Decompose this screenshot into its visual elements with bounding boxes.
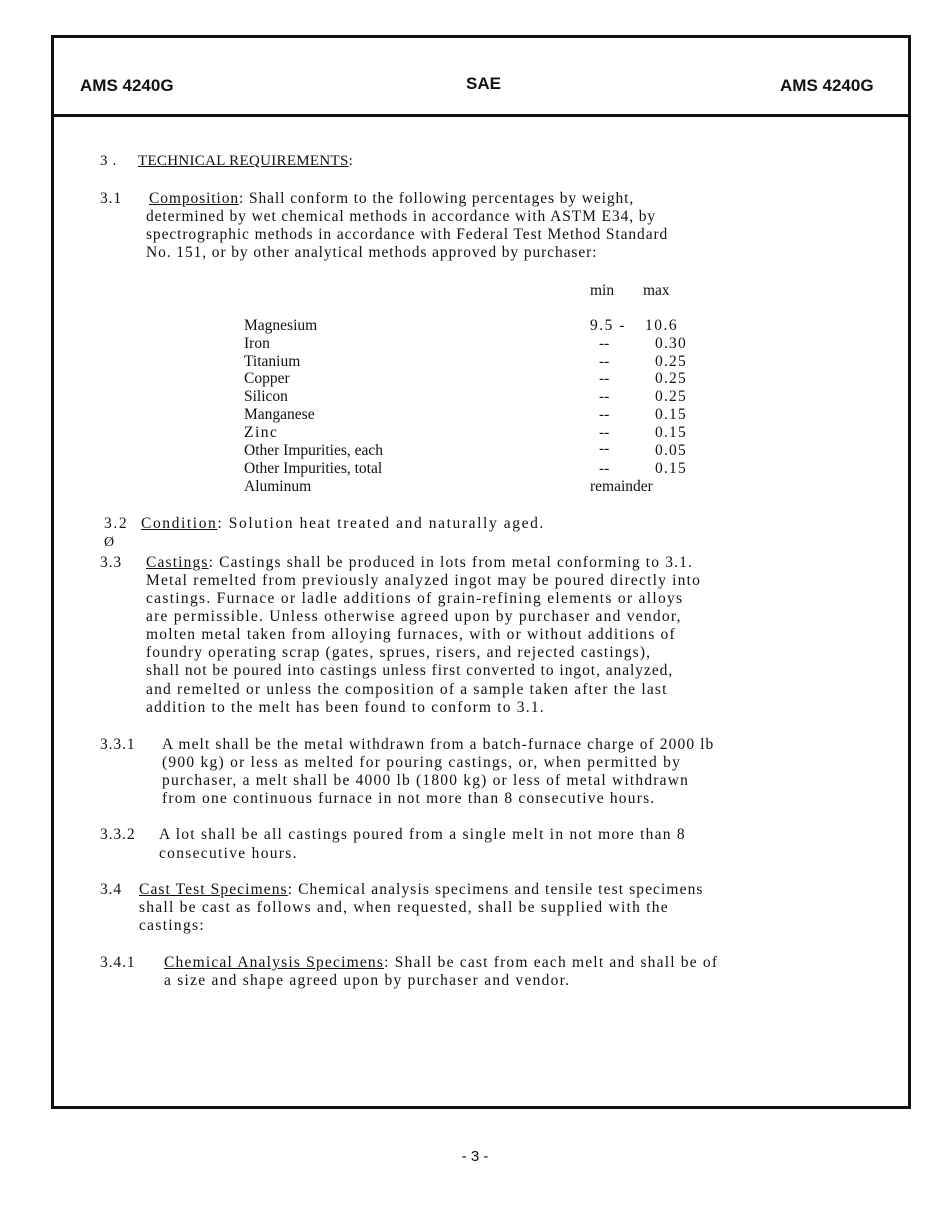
table-row-min: --	[599, 424, 610, 441]
section-title	[138, 153, 353, 170]
para-3-2-line	[141, 515, 545, 533]
table-row-min: --	[599, 440, 610, 457]
table-row-min: --	[599, 353, 610, 370]
para-3-3-line-9: addition to the melt has been found to conform to 3.1.	[146, 699, 545, 716]
table-row-min: --	[599, 370, 610, 387]
para-3-3-1-line-1: A melt shall be the metal withdrawn from a batch-furnace charge of 2000 lb	[162, 736, 715, 753]
table-row-element: Titanium	[244, 353, 301, 370]
para-3-3-1-line-2: (900 kg) or less as melted for pouring castings, or, when permitted by	[162, 754, 682, 771]
para-3-4-1-line-2: a size and shape agreed upon by purchaser and vendor.	[164, 972, 571, 989]
para-3-3-2-line-2: consecutive hours.	[159, 845, 298, 862]
para-3-2-number: 3.2	[104, 515, 129, 532]
para-3-3-line-4: are permissible. Unless otherwise agreed upon by purchaser and vendor,	[146, 608, 682, 625]
para-3-3-1-number: 3.3.1	[100, 736, 136, 753]
table-row-max: 0.15	[655, 406, 687, 423]
para-3-3-2-number: 3.3.2	[100, 826, 136, 843]
para-3-1-line-1	[149, 190, 634, 208]
para-3-1-number: 3.1	[100, 190, 123, 207]
para-3-3-number: 3.3	[100, 554, 123, 571]
table-row-element: Aluminum	[244, 478, 312, 495]
para-3-3-line-3: castings. Furnace or ladle additions of grain-refining elements or alloys	[146, 590, 684, 607]
table-row-element: Manganese	[244, 406, 315, 423]
para-3-4-1-line-1	[164, 954, 718, 972]
table-row-element: Magnesium	[244, 317, 318, 334]
table-row-min: 9.5 -	[590, 317, 626, 334]
header-doc-id-right: AMS 4240G	[780, 76, 874, 95]
table-row-min: --	[599, 335, 610, 352]
table-row-max: 0.25	[655, 370, 687, 387]
para-3-3-2-line-1: A lot shall be all castings poured from a single melt in not more than 8	[159, 826, 686, 843]
para-3-4-number: 3.4	[100, 881, 123, 898]
para-3-3-line-8: and remelted or unless the composition of a sample taken after the last	[146, 681, 668, 698]
para-3-3-1-line-3: purchaser, a melt shall be 4000 lb (1800 kg) or less of metal withdrawn	[162, 772, 690, 789]
para-3-4-line-3: castings:	[139, 917, 205, 934]
para-3-3-line-5: molten metal taken from alloying furnaces, with or without additions of	[146, 626, 676, 643]
table-row-element: Other Impurities, each	[244, 442, 384, 459]
table-row-max: 0.15	[655, 460, 687, 477]
para-3-4-line-2: shall be cast as follows and, when requested, shall be supplied with the	[139, 899, 669, 916]
table-row-max: 0.30	[655, 335, 687, 352]
table-row-min: --	[599, 388, 610, 405]
header-org: SAE	[466, 74, 501, 93]
table-row-max: 10.6	[645, 317, 679, 334]
table-row-element: Copper	[244, 370, 290, 387]
table-row-max: 0.15	[655, 424, 687, 441]
para-3-1-title: Composition	[149, 190, 239, 207]
table-row-max: 0.25	[655, 353, 687, 370]
para-3-3-line-7: shall not be poured into castings unless first converted to ingot, analyzed,	[146, 662, 674, 679]
para-3-3-line-6: foundry operating scrap (gates, sprues, risers, and rejected castings),	[146, 644, 652, 661]
col-header-max: max	[643, 282, 670, 299]
header-divider	[51, 114, 911, 117]
para-3-4-1-text: : Shall be cast from each melt and shall be of	[384, 954, 719, 971]
para-3-4-1-title: Chemical Analysis Specimens	[164, 954, 385, 971]
col-header-min: min	[590, 282, 615, 299]
para-3-1-line-2: determined by wet chemical methods in accordance with ASTM E34, by	[146, 208, 657, 225]
page-number: - 3 -	[461, 1148, 489, 1165]
table-row-element: Iron	[244, 335, 270, 352]
para-3-4-line-1	[139, 881, 704, 899]
table-row-min: --	[599, 460, 610, 477]
para-3-4-text: : Chemical analysis specimens and tensile test specimens	[287, 881, 704, 898]
para-3-3-line-1	[146, 554, 693, 572]
para-3-3-1-line-4: from one continuous furnace in not more than 8 consecutive hours.	[162, 790, 656, 807]
table-row-max: 0.25	[655, 388, 687, 405]
para-3-4-1-number: 3.4.1	[100, 954, 136, 971]
table-row-min: remainder	[590, 478, 653, 495]
table-row-element: Silicon	[244, 388, 288, 405]
para-3-1-line-4: No. 151, or by other analytical methods approved by purchaser:	[146, 244, 598, 261]
change-mark: Ø	[104, 535, 116, 550]
section-number: 3 .	[100, 153, 117, 169]
section-title-colon: :	[348, 153, 354, 169]
para-3-1-line-3: spectrographic methods in accordance with Federal Test Method Standard	[146, 226, 669, 243]
para-3-3-text: : Castings shall be produced in lots from metal conforming to 3.1.	[208, 554, 694, 571]
header-doc-id-left: AMS 4240G	[80, 76, 174, 95]
table-row-max: 0.05	[655, 442, 687, 459]
para-3-4-title: Cast Test Specimens	[139, 881, 288, 898]
para-3-1-text: : Shall conform to the following percentages by weight,	[239, 190, 635, 207]
para-3-2-text: : Solution heat treated and naturally aged.	[217, 515, 545, 532]
para-3-3-title: Castings	[146, 554, 209, 571]
para-3-3-line-2: Metal remelted from previously analyzed ingot may be poured directly into	[146, 572, 702, 589]
section-title-text: TECHNICAL REQUIREMENTS	[138, 153, 349, 169]
table-row-element: Other Impurities, total	[244, 460, 383, 477]
para-3-2-title: Condition	[141, 515, 218, 532]
table-row-min: --	[599, 406, 610, 423]
table-row-element: Zinc	[244, 424, 279, 441]
